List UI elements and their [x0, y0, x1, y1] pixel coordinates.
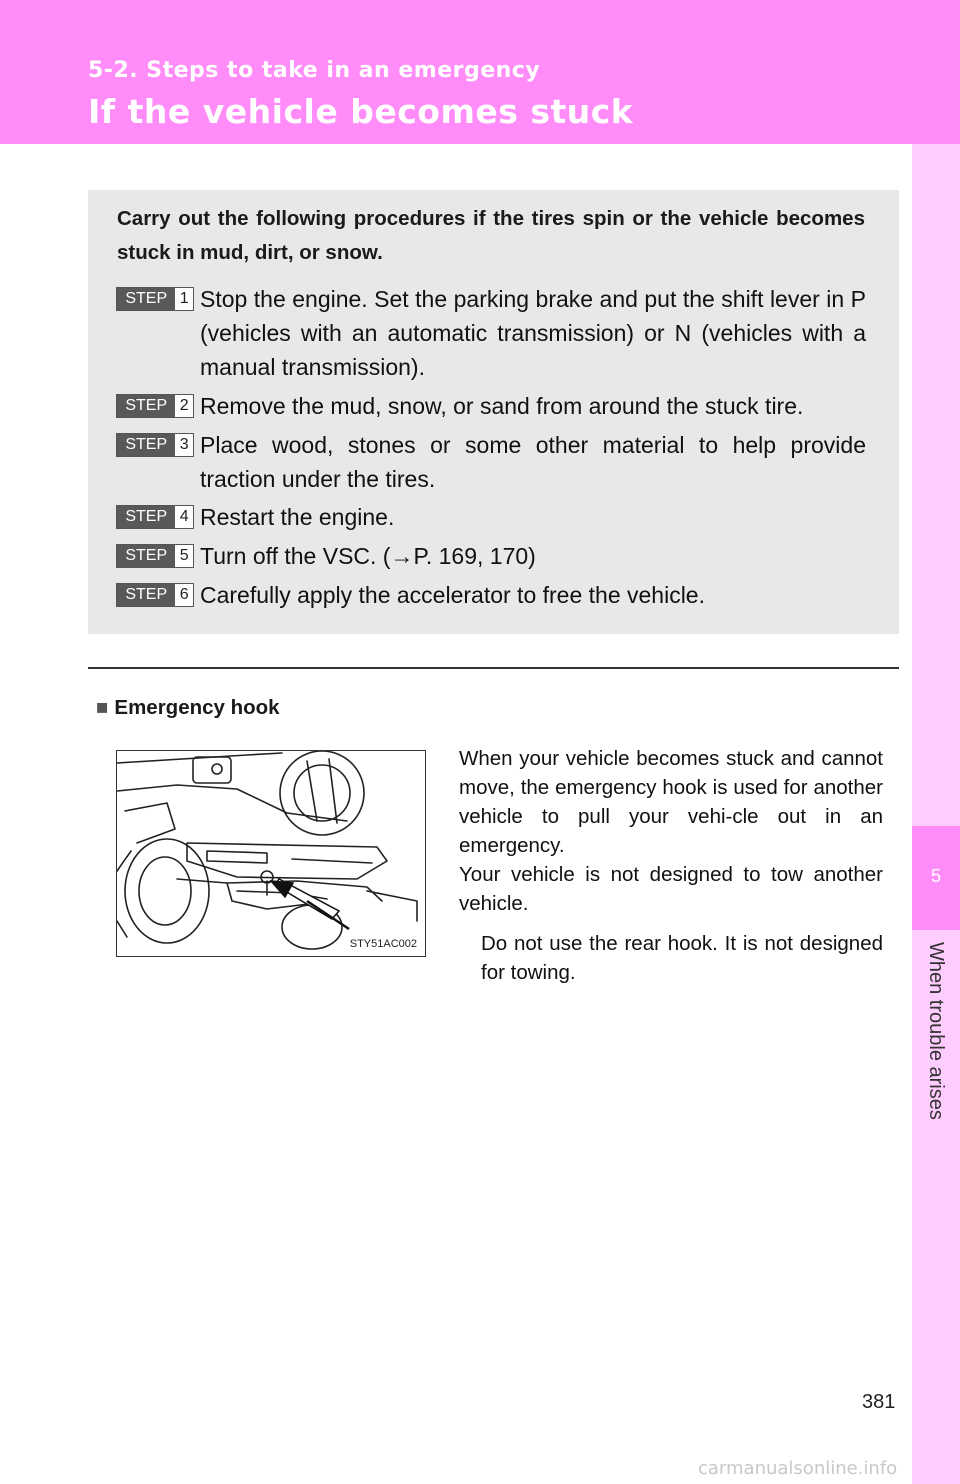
section-label: 5-2. Steps to take in an emergency	[88, 58, 541, 83]
emergency-hook-illustration	[116, 750, 426, 957]
step-text: Remove the mud, snow, or sand from around the stuck tire.	[200, 393, 804, 419]
step-4	[116, 500, 866, 534]
step-text: Place wood, stones or some other material to help provide traction under the tires.	[200, 432, 866, 492]
step-badge	[116, 394, 194, 418]
emergency-hook-heading-text: Emergency hook	[114, 696, 280, 719]
chapter-number: 5	[930, 866, 941, 886]
step-badge	[116, 583, 194, 607]
step-text: Stop the engine. Set the parking brake and put the shift lever in P (vehicles with an automatic transmission) or N (vehicles with a manual transmission).	[200, 286, 866, 380]
step-number: 1	[175, 288, 193, 310]
step-badge	[116, 287, 194, 311]
vehicle-rear-underside-drawing	[117, 751, 426, 957]
step-badge	[116, 544, 194, 568]
step-3	[116, 428, 866, 496]
emergency-hook-description	[459, 744, 883, 918]
chapter-side-tab	[912, 144, 960, 1484]
page-title: If the vehicle becomes stuck	[88, 92, 634, 131]
watermark: carmanualsonline.info	[698, 1458, 898, 1479]
step-number: 6	[175, 584, 193, 606]
page-number: 381	[862, 1391, 896, 1413]
section-divider	[88, 667, 899, 669]
step-badge	[116, 505, 194, 529]
step-2	[116, 389, 866, 423]
step-number: 3	[175, 434, 193, 456]
step-label: STEP	[117, 434, 175, 456]
description-paragraph-1: When your vehicle becomes stuck and cannot move, the emergency hook is used for another vehicle to pull your vehi-cle out in an emergency.	[459, 747, 883, 857]
procedure-intro: Carry out the following procedures if the tires spin or the vehicle becomes stuck in mud, dirt, or snow.	[117, 207, 865, 264]
step-label: STEP	[117, 288, 175, 310]
square-bullet-icon: ■	[96, 696, 109, 719]
step-text: Restart the engine.	[200, 504, 395, 530]
step-badge	[116, 433, 194, 457]
header-band	[0, 0, 960, 144]
step-label: STEP	[117, 584, 175, 606]
rear-hook-note: Do not use the rear hook. It is not designed for towing.	[481, 932, 883, 984]
step-label: STEP	[117, 395, 175, 417]
description-paragraph-2: Your vehicle is not designed to tow another vehicle.	[459, 863, 883, 915]
step-number: 4	[175, 506, 193, 528]
step-number: 5	[175, 545, 193, 567]
chapter-name: When trouble arises	[925, 942, 947, 1120]
emergency-hook-heading	[96, 696, 280, 720]
step-text: Turn off the VSC. (→P. 169, 170)	[200, 543, 536, 569]
step-6	[116, 578, 866, 612]
step-1	[116, 282, 866, 384]
step-label: STEP	[117, 545, 175, 567]
step-number: 2	[175, 395, 193, 417]
step-text: Carefully apply the accelerator to free the vehicle.	[200, 582, 705, 608]
step-5	[116, 539, 866, 573]
illustration-code: STY51AC002	[349, 938, 417, 950]
step-label: STEP	[117, 506, 175, 528]
